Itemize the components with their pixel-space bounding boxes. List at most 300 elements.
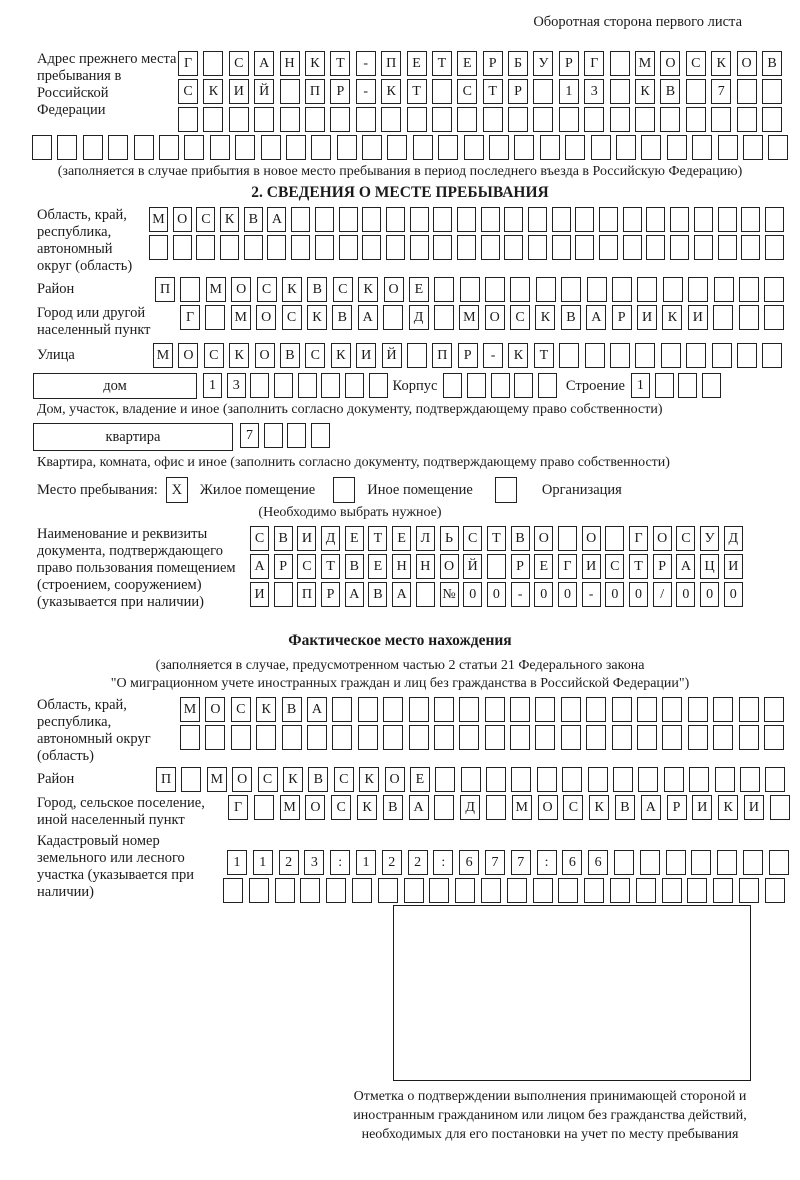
char-cell[interactable] (339, 235, 358, 260)
char-cell[interactable] (743, 850, 763, 875)
char-cell[interactable] (765, 878, 785, 903)
char-cell[interactable]: Д (460, 795, 480, 820)
char-cell[interactable]: 0 (534, 582, 553, 607)
char-cell[interactable] (229, 107, 249, 132)
char-cell[interactable] (383, 697, 403, 722)
char-cell[interactable] (667, 135, 687, 160)
char-cell[interactable] (694, 235, 713, 260)
char-cell[interactable]: Р (321, 582, 340, 607)
char-cell[interactable]: К (711, 51, 731, 76)
char-cell[interactable] (250, 373, 269, 398)
char-cell[interactable] (381, 107, 401, 132)
char-cell[interactable] (457, 107, 477, 132)
char-cell[interactable] (485, 697, 505, 722)
char-cell[interactable]: М (231, 305, 251, 330)
char-cell[interactable]: 0 (724, 582, 743, 607)
char-cell[interactable]: Д (321, 526, 340, 551)
char-cell[interactable] (184, 135, 204, 160)
char-cell[interactable]: 1 (253, 850, 273, 875)
char-cell[interactable]: - (356, 79, 376, 104)
char-cell[interactable]: К (282, 277, 302, 302)
char-cell[interactable]: Д (724, 526, 743, 551)
char-cell[interactable] (612, 277, 632, 302)
char-cell[interactable] (300, 878, 320, 903)
char-cell[interactable]: А (641, 795, 661, 820)
char-cell[interactable] (575, 207, 594, 232)
char-cell[interactable] (485, 277, 505, 302)
char-cell[interactable] (770, 795, 790, 820)
char-cell[interactable] (561, 725, 581, 750)
char-cell[interactable]: - (356, 51, 376, 76)
char-cell[interactable]: 0 (629, 582, 648, 607)
char-cell[interactable] (254, 107, 274, 132)
char-cell[interactable] (599, 235, 618, 260)
char-cell[interactable] (330, 107, 350, 132)
char-cell[interactable]: 3 (227, 373, 246, 398)
char-cell[interactable]: К (283, 767, 303, 792)
char-cell[interactable] (616, 135, 636, 160)
char-cell[interactable]: О (178, 343, 198, 368)
char-cell[interactable] (678, 373, 697, 398)
char-cell[interactable] (181, 767, 201, 792)
char-cell[interactable] (256, 725, 276, 750)
char-cell[interactable]: 7 (485, 850, 505, 875)
char-cell[interactable]: О (385, 767, 405, 792)
char-cell[interactable] (765, 235, 784, 260)
char-cell[interactable] (737, 343, 757, 368)
char-cell[interactable] (739, 878, 759, 903)
char-cell[interactable] (661, 343, 681, 368)
checkbox-organizatsiya[interactable] (495, 477, 517, 503)
char-cell[interactable] (714, 277, 734, 302)
char-cell[interactable]: 0 (700, 582, 719, 607)
char-cell[interactable] (311, 423, 330, 448)
char-cell[interactable]: Е (457, 51, 477, 76)
char-cell[interactable] (508, 107, 528, 132)
char-cell[interactable]: В (615, 795, 635, 820)
char-cell[interactable]: П (297, 582, 316, 607)
char-cell[interactable]: Г (584, 51, 604, 76)
char-cell[interactable] (510, 277, 530, 302)
char-cell[interactable] (315, 235, 334, 260)
char-cell[interactable] (762, 79, 782, 104)
char-cell[interactable] (584, 878, 604, 903)
char-cell[interactable]: В (762, 51, 782, 76)
char-cell[interactable] (511, 767, 531, 792)
char-cell[interactable]: И (229, 79, 249, 104)
char-cell[interactable]: 2 (382, 850, 402, 875)
char-cell[interactable]: 1 (203, 373, 222, 398)
char-cell[interactable]: Т (483, 79, 503, 104)
char-cell[interactable] (768, 135, 788, 160)
char-cell[interactable]: О (538, 795, 558, 820)
char-cell[interactable] (315, 207, 334, 232)
char-cell[interactable] (345, 373, 364, 398)
char-cell[interactable]: С (258, 767, 278, 792)
char-cell[interactable] (538, 373, 557, 398)
char-cell[interactable] (486, 767, 506, 792)
char-cell[interactable] (662, 697, 682, 722)
char-cell[interactable] (635, 107, 655, 132)
char-cell[interactable] (623, 235, 642, 260)
char-cell[interactable] (670, 235, 689, 260)
char-cell[interactable]: С (231, 697, 251, 722)
char-cell[interactable] (637, 277, 657, 302)
char-cell[interactable] (587, 277, 607, 302)
char-cell[interactable] (434, 725, 454, 750)
char-cell[interactable] (688, 277, 708, 302)
char-cell[interactable] (612, 725, 632, 750)
char-cell[interactable] (443, 373, 462, 398)
char-cell[interactable]: Е (407, 51, 427, 76)
char-cell[interactable] (358, 697, 378, 722)
char-cell[interactable] (298, 373, 317, 398)
char-cell[interactable]: С (510, 305, 530, 330)
char-cell[interactable]: С (331, 795, 351, 820)
char-cell[interactable]: О (737, 51, 757, 76)
char-cell[interactable]: М (207, 767, 227, 792)
char-cell[interactable]: С (282, 305, 302, 330)
char-cell[interactable] (434, 305, 454, 330)
char-cell[interactable]: В (660, 79, 680, 104)
char-cell[interactable] (737, 79, 757, 104)
char-cell[interactable]: 1 (227, 850, 247, 875)
char-cell[interactable] (481, 207, 500, 232)
char-cell[interactable]: В (280, 343, 300, 368)
char-cell[interactable] (180, 725, 200, 750)
char-cell[interactable] (762, 107, 782, 132)
char-cell[interactable] (386, 207, 405, 232)
char-cell[interactable]: С (229, 51, 249, 76)
char-cell[interactable]: М (180, 697, 200, 722)
char-cell[interactable] (261, 135, 281, 160)
char-cell[interactable]: Р (483, 51, 503, 76)
char-cell[interactable] (638, 767, 658, 792)
char-cell[interactable]: С (605, 554, 624, 579)
char-cell[interactable] (702, 373, 721, 398)
char-cell[interactable]: А (392, 582, 411, 607)
char-cell[interactable]: К (635, 79, 655, 104)
char-cell[interactable] (205, 305, 225, 330)
char-cell[interactable] (223, 878, 243, 903)
char-cell[interactable] (743, 135, 763, 160)
char-cell[interactable] (291, 207, 310, 232)
char-cell[interactable] (149, 235, 168, 260)
char-cell[interactable]: А (358, 305, 378, 330)
char-cell[interactable] (435, 767, 455, 792)
char-cell[interactable] (459, 697, 479, 722)
char-cell[interactable] (637, 697, 657, 722)
char-cell[interactable] (565, 135, 585, 160)
char-cell[interactable] (741, 207, 760, 232)
char-cell[interactable] (464, 135, 484, 160)
char-cell[interactable]: : (433, 850, 453, 875)
char-cell[interactable] (533, 79, 553, 104)
char-cell[interactable]: Г (629, 526, 648, 551)
char-cell[interactable]: 2 (279, 850, 299, 875)
char-cell[interactable] (410, 207, 429, 232)
char-cell[interactable] (409, 725, 429, 750)
char-cell[interactable] (274, 373, 293, 398)
char-cell[interactable] (481, 235, 500, 260)
char-cell[interactable] (407, 343, 427, 368)
char-cell[interactable]: С (250, 526, 269, 551)
char-cell[interactable]: 1 (631, 373, 650, 398)
char-cell[interactable]: С (178, 79, 198, 104)
char-cell[interactable] (196, 235, 215, 260)
char-cell[interactable] (264, 423, 283, 448)
char-cell[interactable] (438, 135, 458, 160)
char-cell[interactable] (691, 850, 711, 875)
char-cell[interactable] (352, 878, 372, 903)
char-cell[interactable] (433, 207, 452, 232)
char-cell[interactable] (410, 235, 429, 260)
char-cell[interactable]: К (331, 343, 351, 368)
char-cell[interactable]: 6 (588, 850, 608, 875)
char-cell[interactable]: 1 (356, 850, 376, 875)
char-cell[interactable]: В (244, 207, 263, 232)
char-cell[interactable]: И (356, 343, 376, 368)
char-cell[interactable] (362, 207, 381, 232)
char-cell[interactable]: А (345, 582, 364, 607)
char-cell[interactable] (635, 343, 655, 368)
char-cell[interactable] (528, 207, 547, 232)
char-cell[interactable] (282, 725, 302, 750)
char-cell[interactable] (552, 207, 571, 232)
char-cell[interactable]: О (660, 51, 680, 76)
char-cell[interactable]: А (676, 554, 695, 579)
char-cell[interactable] (332, 697, 352, 722)
char-cell[interactable]: Г (228, 795, 248, 820)
char-cell[interactable] (510, 697, 530, 722)
char-cell[interactable] (586, 697, 606, 722)
char-cell[interactable] (764, 725, 784, 750)
char-cell[interactable]: И (582, 554, 601, 579)
char-cell[interactable] (378, 878, 398, 903)
char-cell[interactable]: 6 (459, 850, 479, 875)
char-cell[interactable] (694, 207, 713, 232)
char-cell[interactable] (765, 767, 785, 792)
char-cell[interactable]: О (205, 697, 225, 722)
char-cell[interactable] (537, 767, 557, 792)
char-cell[interactable]: А (307, 697, 327, 722)
char-cell[interactable]: О (232, 767, 252, 792)
char-cell[interactable]: - (483, 343, 503, 368)
char-cell[interactable] (467, 373, 486, 398)
char-cell[interactable] (713, 725, 733, 750)
char-cell[interactable]: К (203, 79, 223, 104)
char-cell[interactable] (692, 135, 712, 160)
char-cell[interactable]: 7 (240, 423, 259, 448)
char-cell[interactable]: О (440, 554, 459, 579)
char-cell[interactable]: О (582, 526, 601, 551)
char-cell[interactable]: Г (180, 305, 200, 330)
char-cell[interactable]: : (330, 850, 350, 875)
char-cell[interactable] (457, 207, 476, 232)
char-cell[interactable] (646, 207, 665, 232)
char-cell[interactable] (203, 107, 223, 132)
char-cell[interactable]: Р (653, 554, 672, 579)
char-cell[interactable] (362, 235, 381, 260)
char-cell[interactable] (610, 878, 630, 903)
char-cell[interactable] (575, 235, 594, 260)
char-cell[interactable] (718, 135, 738, 160)
char-cell[interactable] (646, 235, 665, 260)
char-cell[interactable]: О (653, 526, 672, 551)
char-cell[interactable]: Ц (700, 554, 719, 579)
char-cell[interactable] (510, 725, 530, 750)
char-cell[interactable]: Т (368, 526, 387, 551)
char-cell[interactable] (321, 373, 340, 398)
char-cell[interactable] (178, 107, 198, 132)
char-cell[interactable]: Т (487, 526, 506, 551)
char-cell[interactable]: С (334, 767, 354, 792)
char-cell[interactable]: Б (508, 51, 528, 76)
char-cell[interactable] (434, 795, 454, 820)
char-cell[interactable]: 0 (558, 582, 577, 607)
char-cell[interactable]: К (718, 795, 738, 820)
char-cell[interactable]: А (250, 554, 269, 579)
char-cell[interactable]: В (345, 554, 364, 579)
char-cell[interactable] (432, 107, 452, 132)
char-cell[interactable]: И (297, 526, 316, 551)
char-cell[interactable]: В (274, 526, 293, 551)
char-cell[interactable] (339, 207, 358, 232)
char-cell[interactable] (280, 107, 300, 132)
char-cell[interactable] (764, 697, 784, 722)
char-cell[interactable]: К (535, 305, 555, 330)
char-cell[interactable]: Т (321, 554, 340, 579)
char-cell[interactable]: О (255, 343, 275, 368)
char-cell[interactable] (688, 697, 708, 722)
char-cell[interactable]: Р (274, 554, 293, 579)
char-cell[interactable] (739, 305, 759, 330)
char-cell[interactable] (610, 51, 630, 76)
char-cell[interactable]: Р (612, 305, 632, 330)
char-cell[interactable]: В (368, 582, 387, 607)
char-cell[interactable] (535, 725, 555, 750)
char-cell[interactable]: 7 (511, 850, 531, 875)
char-cell[interactable]: В (511, 526, 530, 551)
char-cell[interactable]: К (359, 767, 379, 792)
char-cell[interactable]: Д (409, 305, 429, 330)
char-cell[interactable]: 3 (584, 79, 604, 104)
char-cell[interactable] (670, 207, 689, 232)
char-cell[interactable] (504, 207, 523, 232)
char-cell[interactable]: Т (432, 51, 452, 76)
char-cell[interactable]: К (229, 343, 249, 368)
char-cell[interactable]: Е (534, 554, 553, 579)
char-cell[interactable]: С (297, 554, 316, 579)
char-cell[interactable]: Т (407, 79, 427, 104)
char-cell[interactable] (274, 582, 293, 607)
char-cell[interactable]: Р (508, 79, 528, 104)
char-cell[interactable]: П (155, 277, 175, 302)
char-cell[interactable] (383, 305, 403, 330)
char-cell[interactable] (286, 135, 306, 160)
char-cell[interactable] (362, 135, 382, 160)
char-cell[interactable] (483, 107, 503, 132)
char-cell[interactable]: 0 (676, 582, 695, 607)
char-cell[interactable]: 0 (463, 582, 482, 607)
char-cell[interactable] (562, 767, 582, 792)
char-cell[interactable]: Л (416, 526, 435, 551)
char-cell[interactable]: С (686, 51, 706, 76)
char-cell[interactable] (764, 277, 784, 302)
char-cell[interactable]: Й (463, 554, 482, 579)
char-cell[interactable]: К (256, 697, 276, 722)
char-cell[interactable]: А (254, 51, 274, 76)
char-cell[interactable] (305, 107, 325, 132)
char-cell[interactable]: К (357, 795, 377, 820)
char-cell[interactable] (662, 878, 682, 903)
char-cell[interactable] (159, 135, 179, 160)
char-cell[interactable] (504, 235, 523, 260)
char-cell[interactable] (337, 135, 357, 160)
char-cell[interactable]: Е (368, 554, 387, 579)
char-cell[interactable] (717, 850, 737, 875)
char-cell[interactable] (514, 373, 533, 398)
char-cell[interactable] (591, 135, 611, 160)
char-cell[interactable] (664, 767, 684, 792)
char-cell[interactable]: К (220, 207, 239, 232)
char-cell[interactable] (586, 725, 606, 750)
char-cell[interactable] (663, 277, 683, 302)
char-cell[interactable]: С (676, 526, 695, 551)
char-cell[interactable]: Е (392, 526, 411, 551)
char-cell[interactable] (605, 526, 624, 551)
char-cell[interactable]: М (512, 795, 532, 820)
char-cell[interactable] (267, 235, 286, 260)
char-cell[interactable]: С (257, 277, 277, 302)
char-cell[interactable]: К (358, 277, 378, 302)
char-cell[interactable]: А (267, 207, 286, 232)
char-cell[interactable] (486, 795, 506, 820)
char-cell[interactable]: 0 (487, 582, 506, 607)
char-cell[interactable]: Н (392, 554, 411, 579)
char-cell[interactable] (599, 207, 618, 232)
char-cell[interactable]: П (381, 51, 401, 76)
char-cell[interactable]: У (700, 526, 719, 551)
char-cell[interactable]: К (307, 305, 327, 330)
char-cell[interactable] (713, 878, 733, 903)
char-cell[interactable] (231, 725, 251, 750)
char-cell[interactable]: Т (330, 51, 350, 76)
char-cell[interactable]: Р (330, 79, 350, 104)
char-cell[interactable]: М (206, 277, 226, 302)
char-cell[interactable] (712, 343, 732, 368)
char-cell[interactable] (489, 135, 509, 160)
char-cell[interactable] (244, 235, 263, 260)
char-cell[interactable]: И (692, 795, 712, 820)
kvartira-box[interactable]: квартира (33, 423, 233, 451)
char-cell[interactable] (203, 51, 223, 76)
char-cell[interactable]: Т (534, 343, 554, 368)
char-cell[interactable] (715, 767, 735, 792)
char-cell[interactable] (254, 795, 274, 820)
char-cell[interactable]: К (589, 795, 609, 820)
char-cell[interactable] (455, 878, 475, 903)
char-cell[interactable] (666, 850, 686, 875)
char-cell[interactable]: : (537, 850, 557, 875)
char-cell[interactable]: Н (280, 51, 300, 76)
char-cell[interactable] (413, 135, 433, 160)
char-cell[interactable] (387, 135, 407, 160)
char-cell[interactable] (741, 235, 760, 260)
char-cell[interactable]: П (432, 343, 452, 368)
char-cell[interactable]: Й (382, 343, 402, 368)
char-cell[interactable] (369, 373, 388, 398)
